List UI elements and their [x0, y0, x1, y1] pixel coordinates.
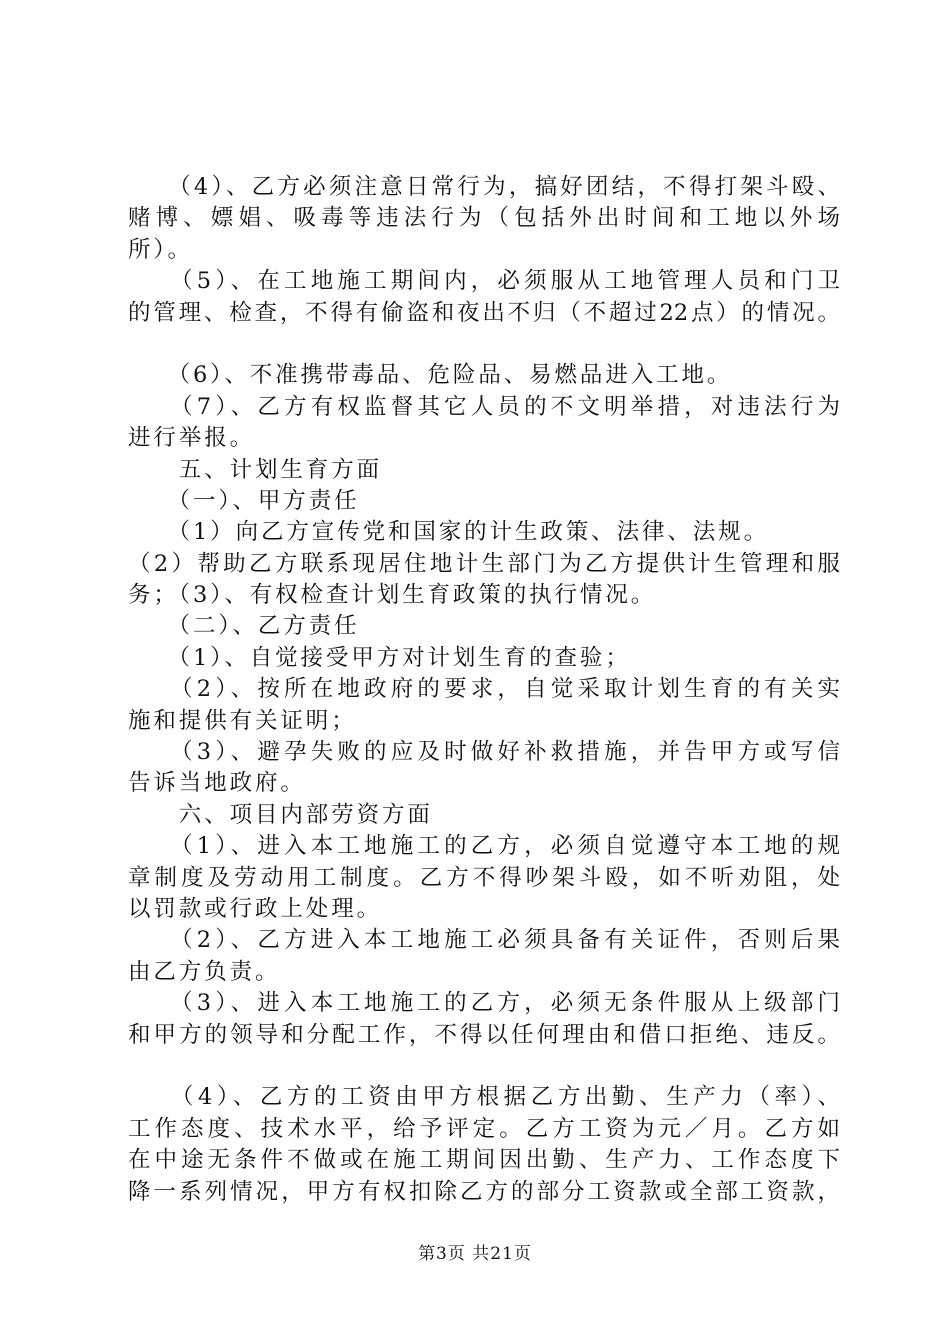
text-line: 告诉当地政府。	[128, 770, 306, 797]
text-line: 工作态度、技术水平，给予评定。乙方工资为元／月。乙方如	[128, 1115, 840, 1142]
text-line: 在中途无条件不做或在施工期间因出勤、生产力、工作态度下	[128, 1147, 840, 1174]
text-line: 由乙方负责。	[128, 958, 281, 985]
text-line: （1）、进入本工地施工的乙方，必须自觉遵守本工地的规	[128, 833, 840, 860]
text-line: （6）、不准携带毒品、危险品、易燃品进入工地。	[128, 362, 733, 389]
text-line: （3）、进入本工地施工的乙方，必须无条件服从上级部门	[128, 990, 840, 1017]
text-line: （2）、乙方进入本工地施工必须具备有关证件，否则后果	[128, 927, 840, 954]
section-heading: 六、项目内部劳资方面	[128, 801, 433, 828]
text-line: 进行举报。	[128, 425, 256, 452]
text-line: 章制度及劳动用工制度。乙方不得吵架斗殴，如不听劝阻，处	[128, 864, 840, 891]
text-line: 所）。	[128, 236, 193, 263]
text-line: 以罚款或行政上处理。	[128, 895, 383, 922]
text-line: （1）、自觉接受甲方对计划生育的查验；	[128, 644, 631, 671]
text-line: （4）、乙方的工资由甲方根据乙方出勤、生产力（率）、	[128, 1084, 840, 1111]
text-line: （5）、在工地施工期间内，必须服从工地管理人员和门卫	[128, 268, 840, 295]
section-heading: 五、计划生育方面	[128, 456, 383, 483]
subsection-heading: （二）、乙方责任	[128, 613, 360, 640]
subsection-heading: （一）、甲方责任	[128, 487, 360, 514]
text-line: （1）向乙方宣传党和国家的计生政策、法律、法规。	[128, 519, 769, 546]
text-line: （7）、乙方有权监督其它人员的不文明举措，对违法行为	[128, 393, 840, 420]
text-line: 施和提供有关证明；	[128, 707, 357, 734]
page-number-footer: 第3页 共21页	[418, 1244, 532, 1264]
text-line: 赌博、嫖娼、吸毒等违法行为（包括外出时间和工地以外场	[128, 205, 840, 232]
blank-line	[128, 329, 840, 360]
text-line: 的管理、检查，不得有偷盗和夜出不归（不超过22点）的情况。	[128, 299, 840, 326]
document-body	[128, 172, 840, 1208]
text-line: （3）、避孕失败的应及时做好补救措施，并告甲方或写信	[128, 739, 840, 766]
text-line: （4）、乙方必须注意日常行为，搞好团结，不得打架斗殴、	[128, 174, 840, 200]
text-line: 和甲方的领导和分配工作，不得以任何理由和借口拒绝、违反。	[128, 1021, 840, 1048]
text-line: 务；（3）、有权检查计划生育政策的执行情况。	[128, 582, 657, 609]
blank-line	[128, 1051, 840, 1082]
text-line: （2）帮助乙方联系现居住地计生部门为乙方提供计生管理和服	[128, 550, 840, 577]
text-line: 降一系列情况，甲方有权扣除乙方的部分工资款或全部工资款，	[128, 1178, 840, 1205]
text-line: （2）、按所在地政府的要求，自觉采取计划生育的有关实	[128, 676, 840, 703]
